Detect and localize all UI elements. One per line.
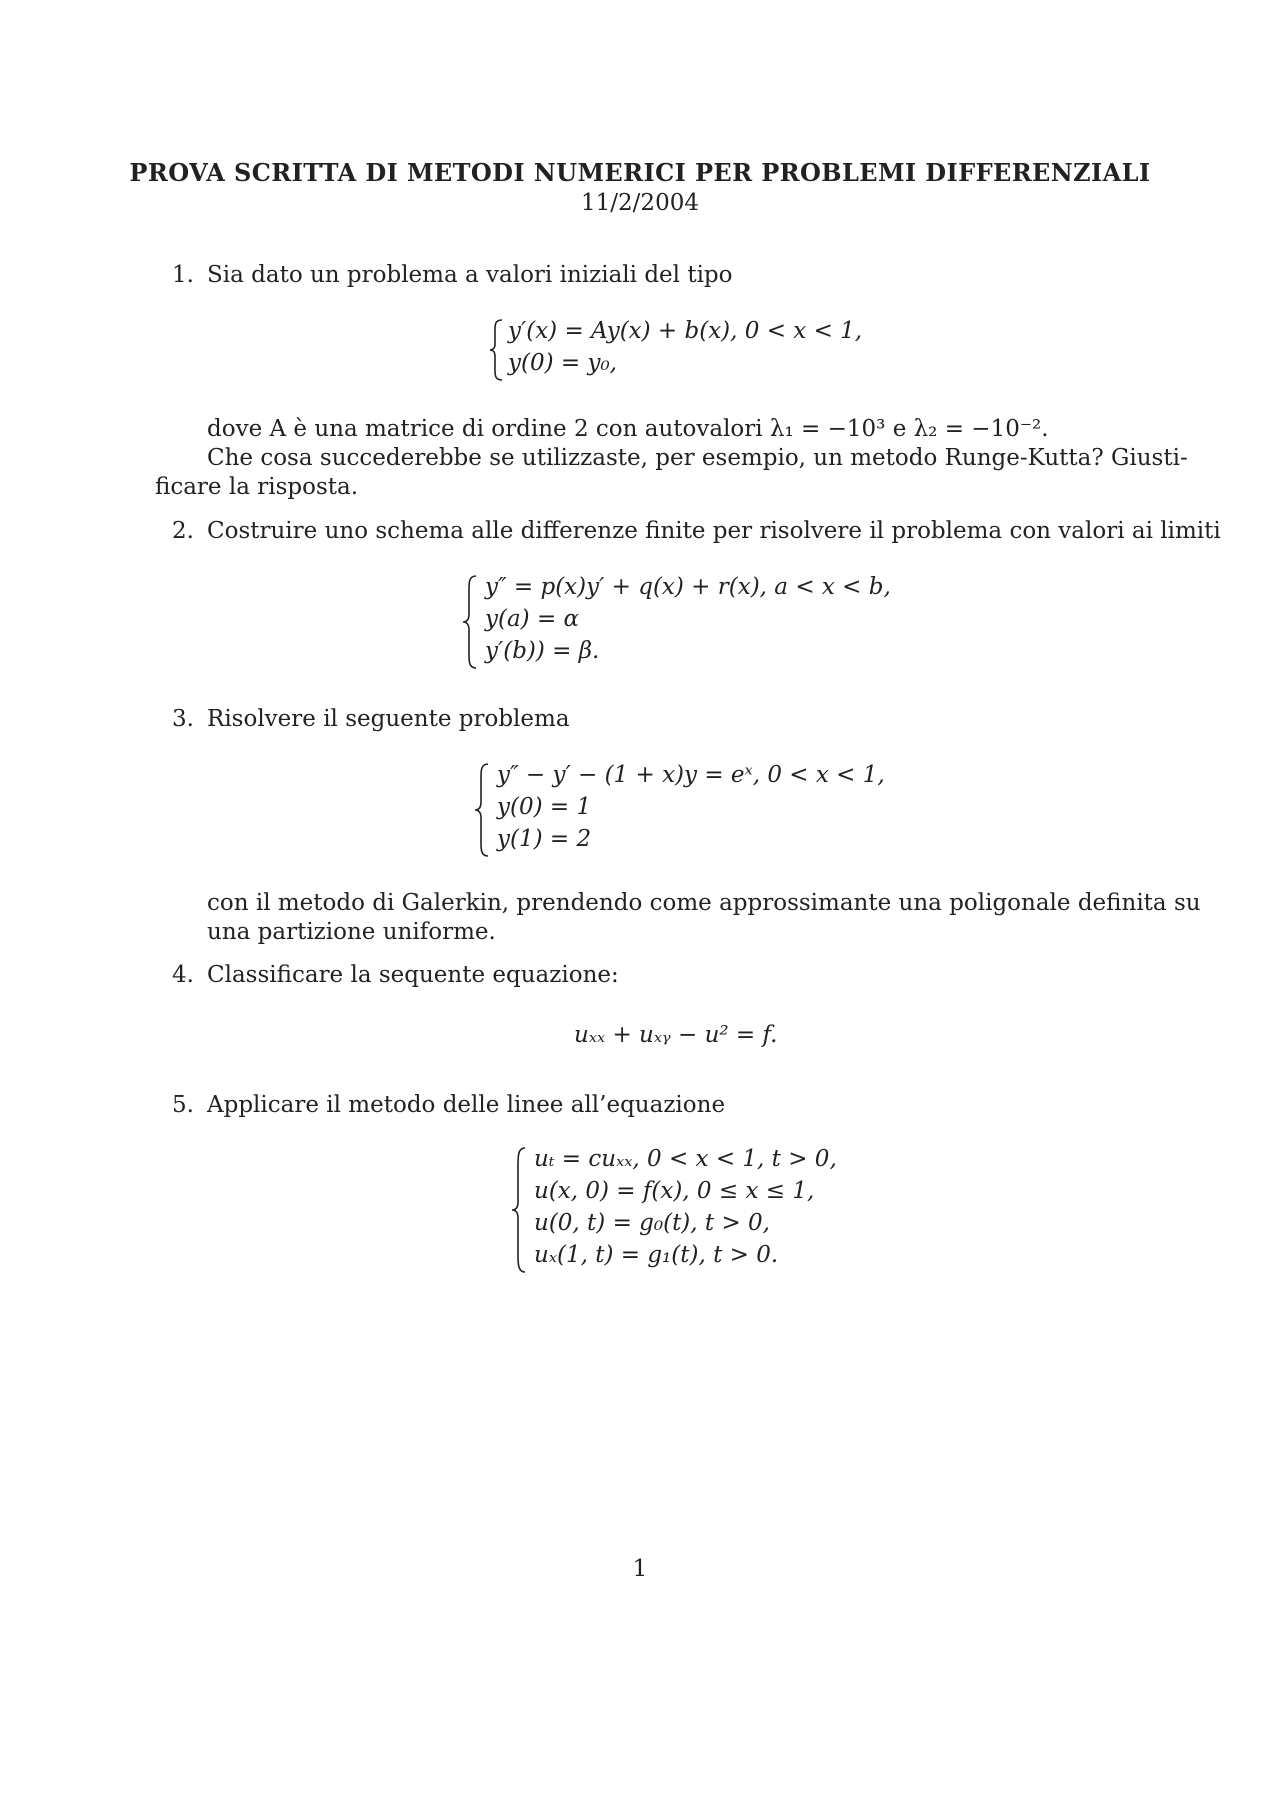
equation-system: [488, 318, 908, 386]
problem-number: 2.: [172, 518, 194, 544]
left-brace-icon: [473, 762, 491, 858]
problem-number: 1.: [172, 262, 194, 288]
equation-system: [473, 762, 933, 862]
equation-line: u(x, 0) = f(x), 0 ≤ x ≤ 1,: [534, 1178, 815, 1204]
page-title: PROVA SCRITTA DI METODI NUMERICI PER PROBLEMI DIFFERENZIALI: [129, 158, 1151, 187]
problem-text: Che cosa succederebbe se utilizzaste, per esempio, un metodo Runge-Kutta? Giusti-: [207, 445, 1188, 471]
problem-text: con il metodo di Galerkin, prendendo come approssimante una poligonale definita su: [207, 890, 1201, 916]
equation-line: uₜ = cuₓₓ, 0 < x < 1, t > 0,: [534, 1146, 837, 1172]
problem-number: 5.: [172, 1092, 194, 1118]
problem-text: dove A è una matrice di ordine 2 con autovalori λ₁ = −10³ e λ₂ = −10⁻².: [207, 416, 1049, 442]
equation-line: uₓ(1, t) = g₁(t), t > 0.: [534, 1242, 779, 1268]
left-brace-icon: [510, 1146, 528, 1274]
equation-line: y(0) = 1: [497, 794, 592, 820]
problem-text: ficare la risposta.: [155, 474, 359, 500]
problem-intro: Applicare il metodo delle linee all’equazione: [207, 1092, 726, 1118]
page-number: 1: [632, 1556, 648, 1582]
problem-text: una partizione uniforme.: [207, 919, 496, 945]
equation-line: u(0, t) = g₀(t), t > 0,: [534, 1210, 770, 1236]
problem-number: 3.: [172, 706, 194, 732]
left-brace-icon: [461, 574, 479, 670]
equation-line: y(0) = y₀,: [508, 350, 617, 376]
problem-intro: Sia dato un problema a valori iniziali del tipo: [207, 262, 733, 288]
problem-intro: Classificare la sequente equazione:: [207, 962, 619, 988]
equation-line: y″ − y′ − (1 + x)y = eˣ, 0 < x < 1,: [497, 762, 885, 788]
problem-number: 4.: [172, 962, 194, 988]
problem-intro: Risolvere il seguente problema: [207, 706, 570, 732]
equation: uₓₓ + uₓᵧ − u² = f.: [574, 1022, 778, 1048]
exam-date: 11/2/2004: [581, 190, 699, 216]
equation-line: y(a) = α: [485, 606, 580, 632]
equation-system: [510, 1146, 910, 1278]
problem-intro: Costruire uno schema alle differenze finite per risolvere il problema con valori ai limiti: [207, 518, 1221, 544]
equation-line: y″ = p(x)y′ + q(x) + r(x), a < x < b,: [485, 574, 891, 600]
equation-line: y′(b)) = β.: [485, 638, 600, 664]
left-brace-icon: [488, 318, 504, 382]
equation-line: y(1) = 2: [497, 826, 592, 852]
equation-line: y′(x) = Ay(x) + b(x), 0 < x < 1,: [508, 318, 863, 344]
equation-system: [461, 574, 921, 674]
